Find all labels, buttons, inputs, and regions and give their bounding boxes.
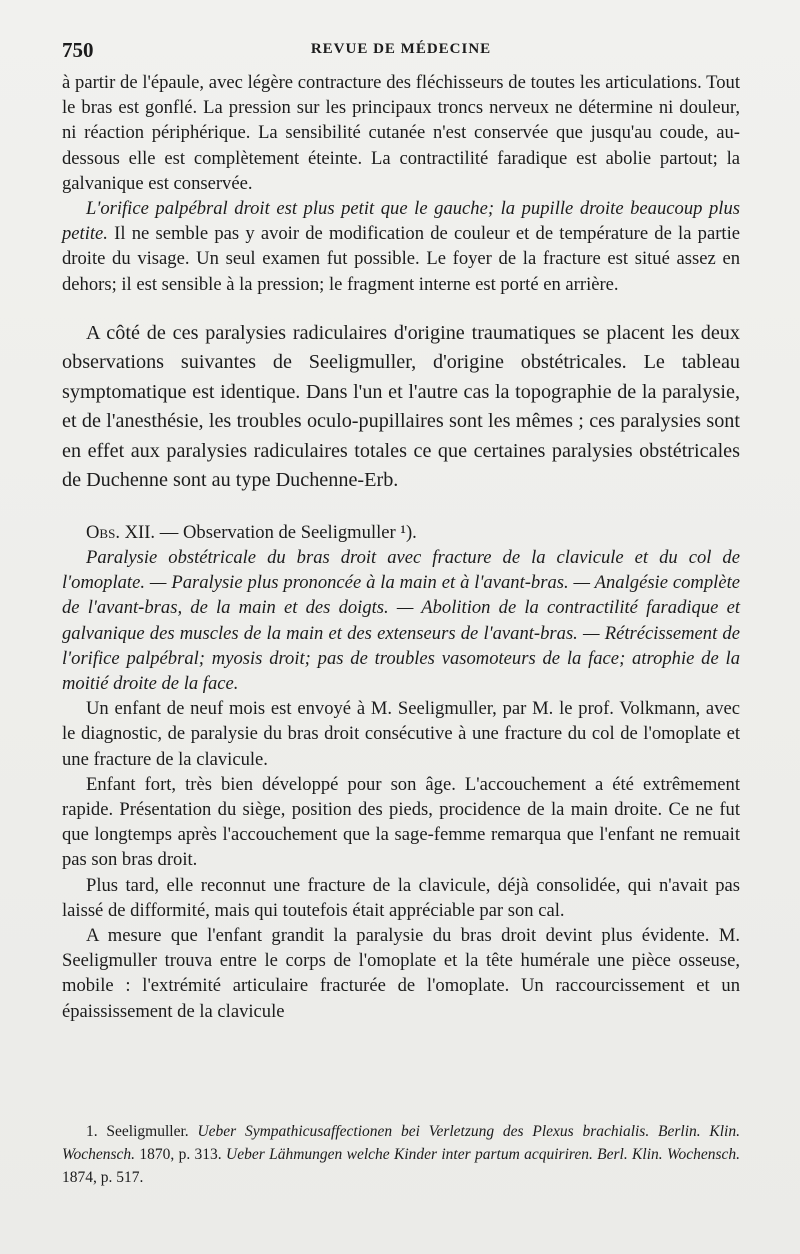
footnote-ref-2: 1874, p. 517. [62,1169,144,1186]
page-number: 750 [62,38,94,62]
paragraph-2-text: Il ne semble pas y avoir de modification de couleur et de température de la partie droite du visage. Un seul examen fut possible. Le foyer de la fracture est situé assez en dehors; il est sensible à la pression; le fragment interne est porté en arrière. [62,223,740,295]
observation-label: Obs. XII. [86,521,156,543]
paragraph-5: Enfant fort, très bien développé pour son âge. L'accouchement a été extrêmement rapide. Présentation du siège, position des pieds, procidence de la main droite. Ce ne fut que longtemps après l'accouchement que la sage-femme remarqua que l'enfant ne remuait pas son bras droit. [62,773,740,871]
observation-title: — Observation de Seeligmuller ¹). [155,521,417,543]
paragraph-4: Un enfant de neuf mois est envoyé à M. Seeligmuller, par M. le prof. Volkmann, avec le diagnostic, de paralysie du bras droit consécutive à une fracture du col de l'omoplate et une fracture de la clavicule. [62,698,740,770]
footnote-title-2: Ueber Lähmungen welche Kinder inter partum acquiriren. Berl. Klin. Wochensch. [226,1146,741,1163]
footnote-title-1: Ueber Sympathicusaffectionen bei Verletzung des Plexus brachialis. Berlin. Klin. Wochensch. [62,1123,740,1163]
spacer [62,297,740,319]
paragraph-2-italic: L'orifice palpébral droit est plus petit que le gauche; la pupille droite beaucoup plus petite. [62,198,740,245]
paragraph-2 [62,196,740,297]
footnote-number: 1. Seeligmuller. [86,1123,198,1140]
footnote-ref-1: 1870, p. 313. [135,1146,227,1163]
paragraph-7: A mesure que l'enfant grandit la paralysie du bras droit devint plus évidente. M. Seeligmuller trouva entre le corps de l'omoplate et la tête humérale une pièce osseuse, mobile : l'extrémité articulaire fracturée de l'omoplate. Un raccourcissement et un épaississement de la clavicule [62,925,740,1022]
footnotes [62,1120,740,1189]
observation-summary: Paralysie obstétricale du bras droit avec fracture de la clavicule et du col de l'omoplate. — Paralysie plus prononcée à la main et à l'avant-bras. — Analgésie complète de l'avant-bras, de la main et des doigts. — Abolition de la contractilité faradique et galvanique des muscles de la main et des extenseurs de l'avant-bras. — Rétrécissement de l'orifice palpébral; myosis droit; pas de troubles vasomoteurs de la face; atrophie de la moitié droite de la face. [62,547,740,695]
paragraph-1: à partir de l'épaule, avec légère contracture des fléchisseurs de toutes les articulations. Tout le bras est gonflé. La pression sur les principaux troncs nerveux ne détermine ni douleur, ni réaction périphérique. La sensibilité cutanée n'est conservée que jusqu'au coude, au-dessous elle est complètement éteinte. La contractilité faradique est abolie partout; la galvanique est conservée. [62,72,740,194]
observation-heading [62,520,740,545]
paragraph-6: Plus tard, elle reconnut une fracture de la clavicule, déjà consolidée, qui n'avait pas laissé de difformité, mais qui toutefois était appréciable par son cal. [62,874,740,921]
paragraph-3: A côté de ces paralysies radiculaires d'origine traumatiques se placent les deux observations suivantes de Seeligmuller, d'origine obstétricales. Le tableau symptomatique est identique. Dans l'un et l'autre cas la topographie de la paralysie, et de l'anesthésie, les troubles oculo-pupillaires sont les mêmes ; ces paralysies sont en effet aux paralysies radiculaires totales ce que certaines paralysies obstétricales de Duchenne sont au type Duchenne-Erb. [62,321,740,492]
spacer [62,496,740,520]
footnote-1 [62,1120,740,1189]
running-title: REVUE DE MÉDECINE [310,41,492,57]
page-header [62,38,740,70]
